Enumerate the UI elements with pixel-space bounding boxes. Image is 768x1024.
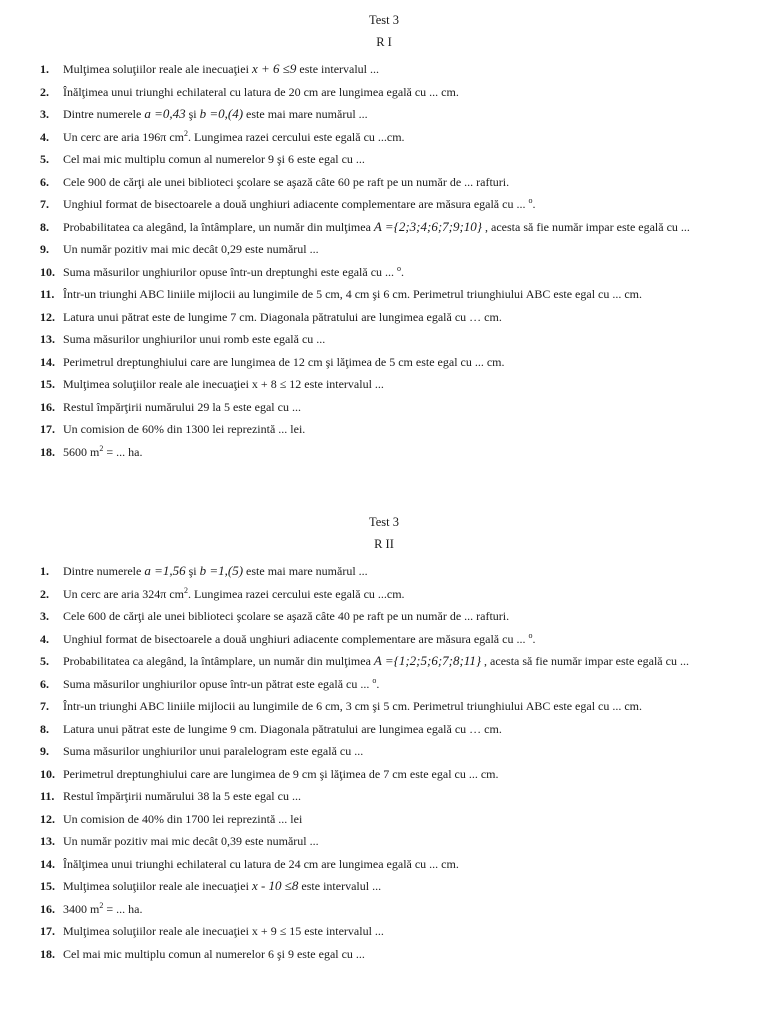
question-text (63, 560, 368, 583)
text-segment: şi (185, 107, 200, 121)
superscript: 2 (184, 128, 188, 138)
question-text (63, 875, 381, 898)
question-number: 1. (40, 564, 49, 578)
text-segment: Dintre numerele (63, 107, 145, 121)
question-text (63, 148, 365, 171)
question-number: 2. (40, 84, 49, 99)
question-item (0, 718, 768, 741)
text-segment: , acesta să fie număr impar este egală cu ... (481, 654, 689, 668)
question-item (0, 695, 768, 718)
question-item (0, 605, 768, 628)
question-number: 12. (40, 309, 55, 324)
text-segment: Latura unui pătrat este de lungime 7 cm. Diagonala pătratului are lungimea egală cu … cm. (63, 309, 502, 324)
question-number: 17. (40, 924, 55, 938)
question-item (0, 148, 768, 171)
question-list (0, 58, 768, 463)
test-section-r1 (0, 9, 768, 463)
text-segment: . Lungimea razei cercului este egală cu ...cm. (188, 129, 405, 144)
question-number: 11. (40, 287, 55, 301)
question-item (0, 396, 768, 419)
text-segment: Cel mai mic multiplu comun al numerelor 6 şi 9 este egal cu ... (63, 946, 365, 961)
question-item (0, 628, 768, 651)
question-item (0, 193, 768, 216)
question-text (63, 943, 365, 966)
question-number: 13. (40, 332, 55, 346)
question-text (63, 351, 505, 374)
text-segment: Mulţimea soluţiilor reale ale inecuaţiei (63, 879, 252, 893)
question-number: 3. (40, 609, 49, 623)
question-number: 13. (40, 834, 55, 848)
text-segment: este intervalul ... (296, 62, 380, 76)
text-segment: este mai mare numărul ... (243, 107, 368, 121)
question-item (0, 216, 768, 239)
question-text (63, 605, 509, 628)
text-segment: Un cerc are aria 196π cm (63, 129, 184, 144)
superscript: 2 (99, 900, 104, 910)
section-subtitle: R II (374, 537, 394, 551)
question-item (0, 283, 768, 306)
text-segment: . (532, 197, 536, 211)
question-text (63, 740, 363, 763)
text-segment: şi (185, 564, 200, 578)
question-text (63, 763, 499, 786)
superscript: o (397, 263, 402, 273)
question-text (63, 216, 690, 239)
question-number: 6. (40, 676, 49, 691)
superscript: o (528, 630, 533, 640)
question-number: 14. (40, 856, 55, 871)
text-segment: , acesta să fie număr impar este egală cu ... (482, 219, 690, 234)
question-number: 10. (40, 264, 55, 279)
question-text (63, 583, 405, 606)
question-number: 16. (40, 901, 55, 916)
text-segment: Perimetrul dreptunghiului care are lungimea de 12 cm şi lăţimea de 5 cm este egal cu ... cm. (63, 354, 505, 369)
text-segment: Suma măsurilor unghiurilor opuse într-un pătrat este egală cu ... (63, 676, 373, 691)
text-segment: Înălţimea unui triunghi echilateral cu latura de 20 cm are lungimea egală cu ... cm. (63, 84, 459, 99)
text-segment: Restul împărţirii numărului 29 la 5 este egal cu ... (63, 399, 301, 414)
question-number: 18. (40, 444, 55, 459)
question-number: 18. (40, 946, 55, 961)
question-text (63, 261, 404, 284)
question-item (0, 898, 768, 921)
question-number: 14. (40, 354, 55, 369)
question-item (0, 418, 768, 441)
question-item (0, 81, 768, 104)
question-text (63, 695, 642, 718)
question-text (63, 650, 689, 673)
text-segment: 3400 m (63, 901, 100, 916)
text-segment: Perimetrul dreptunghiului care are lungimea de 9 cm şi lăţimea de 7 cm este egal cu ... cm. (63, 766, 499, 781)
text-segment: Un comision de 40% din 1700 lei reprezintă ... lei (63, 811, 303, 826)
text-segment: . (532, 631, 536, 646)
question-number: 7. (40, 197, 49, 211)
question-number: 9. (40, 744, 49, 758)
text-segment: Într-un triunghi ABC liniile mijlocii au lungimile de 6 cm, 3 cm şi 5 cm. Perimetrul triunghiului ABC este egal cu ... cm. (63, 699, 643, 713)
text-segment: Suma măsurilor unghiurilor opuse într-un dreptunghi este egală cu ... (63, 264, 398, 279)
text-segment: Cele 900 de cărţi ale unei biblioteci şcolare se aşază câte 60 pe raft pe un număr de ... rafturi. (63, 174, 510, 189)
math-expression: a =0,43 (144, 106, 186, 121)
text-segment: . Lungimea razei cercului este egală cu ...cm. (188, 586, 405, 601)
superscript: o (528, 196, 533, 205)
question-item (0, 875, 768, 898)
question-number: 16. (40, 399, 55, 414)
question-item (0, 328, 768, 351)
question-item (0, 920, 768, 943)
question-item (0, 126, 768, 149)
question-item (0, 853, 768, 876)
text-segment: Un comision de 60% din 1300 lei reprezintă ... lei. (63, 422, 306, 436)
question-item (0, 763, 768, 786)
question-number: 6. (40, 174, 49, 189)
question-number: 1. (40, 62, 49, 76)
question-number: 9. (40, 242, 49, 256)
question-text (63, 126, 405, 149)
question-number: 15. (40, 879, 55, 893)
text-segment: . (376, 676, 380, 691)
question-item (0, 740, 768, 763)
question-text (63, 441, 142, 464)
question-item (0, 650, 768, 673)
question-number: 17. (40, 422, 55, 436)
question-number: 5. (40, 654, 49, 668)
question-text (63, 628, 535, 651)
text-segment: 5600 m (63, 444, 100, 459)
question-number: 8. (40, 219, 49, 234)
question-text (63, 328, 325, 351)
text-segment: Cele 600 de cărţi ale unei biblioteci şcolare se aşază câte 40 pe raft pe un număr de ... rafturi. (63, 609, 510, 623)
question-text (63, 808, 302, 831)
question-number: 15. (40, 377, 55, 391)
question-item (0, 943, 768, 966)
text-segment: Într-un triunghi ABC liniile mijlocii au lungimile de 5 cm, 4 cm şi 6 cm. Perimetrul triunghiului ABC este egal cu ... cm. (63, 287, 643, 301)
superscript: 2 (99, 443, 104, 453)
question-text (63, 373, 384, 396)
question-text (63, 283, 642, 306)
question-text (63, 58, 379, 81)
question-item (0, 673, 768, 696)
question-text (63, 920, 384, 943)
question-text (63, 306, 502, 329)
superscript: 2 (184, 585, 188, 595)
text-segment: = ... ha. (103, 444, 143, 459)
text-segment: este mai mare numărul ... (243, 564, 368, 578)
question-item (0, 58, 768, 81)
text-segment: Unghiul format de bisectoarele a două unghiuri adiacente complementare are măsura egală cu ... (63, 631, 529, 646)
question-text (63, 81, 459, 104)
question-item (0, 238, 768, 261)
question-item (0, 373, 768, 396)
question-item (0, 785, 768, 808)
question-text (63, 718, 502, 741)
question-number: 7. (40, 699, 49, 713)
text-segment: . (401, 264, 405, 279)
section-subtitle: R I (376, 35, 392, 49)
text-segment: Un număr pozitiv mai mic decât 0,29 este numărul ... (63, 242, 319, 256)
question-text (63, 853, 459, 876)
text-segment: Probabilitatea ca alegând, la întâmplare, un număr din mulţimea (63, 654, 374, 668)
text-segment: Mulţimea soluţiilor reale ale inecuaţiei x + 8 ≤ 12 este intervalul ... (63, 377, 384, 391)
question-number: 8. (40, 721, 49, 736)
question-item (0, 306, 768, 329)
question-number: 12. (40, 811, 55, 826)
text-segment: = ... ha. (103, 901, 143, 916)
question-number: 3. (40, 107, 49, 121)
math-expression: A ={2;3;4;6;7;9;10} (373, 218, 483, 234)
text-segment: Cel mai mic multiplu comun al numerelor 9 şi 6 este egal cu ... (63, 152, 365, 166)
section-title: Test 3 (368, 13, 400, 27)
question-item (0, 441, 768, 464)
question-text (63, 193, 535, 216)
question-item (0, 583, 768, 606)
test-section-r2 (0, 511, 768, 965)
question-number: 11. (40, 789, 55, 803)
question-text (63, 238, 319, 261)
text-segment: Unghiul format de bisectoarele a două unghiuri adiacente complementare are măsura egală cu ... (63, 197, 529, 211)
question-item (0, 171, 768, 194)
question-text (63, 103, 368, 126)
question-text (63, 171, 509, 194)
question-text (63, 898, 142, 921)
text-segment: Latura unui pătrat este de lungime 9 cm. Diagonala pătratului are lungimea egală cu … cm. (63, 721, 502, 736)
question-number: 5. (40, 152, 49, 166)
math-expression: a =1,56 (144, 563, 186, 578)
superscript: o (372, 675, 377, 685)
text-segment: Restul împărţirii numărului 38 la 5 este egal cu ... (63, 789, 301, 803)
question-item (0, 351, 768, 374)
question-text (63, 418, 305, 441)
math-expression: A ={1;2;5;6;7;8;11} (373, 653, 482, 668)
question-list (0, 560, 768, 965)
text-segment: Un cerc are aria 324π cm (63, 586, 184, 601)
question-item (0, 808, 768, 831)
text-segment: Dintre numerele (63, 564, 145, 578)
text-segment: Un număr pozitiv mai mic decât 0,39 este numărul ... (63, 834, 319, 848)
text-segment: Mulţimea soluţiilor reale ale inecuaţiei x + 9 ≤ 15 este intervalul ... (63, 924, 384, 938)
question-item (0, 261, 768, 284)
math-expression: b =1,(5) (199, 563, 244, 578)
math-expression: b =0,(4) (199, 106, 244, 121)
question-text (63, 785, 301, 808)
text-segment: Suma măsurilor unghiurilor unui paralelogram este egală cu ... (63, 744, 364, 758)
section-title: Test 3 (368, 515, 400, 529)
math-expression: x + 6 ≤9 (251, 61, 297, 76)
text-segment: Probabilitatea ca alegând, la întâmplare, un număr din mulţimea (63, 219, 374, 234)
question-number: 4. (40, 129, 49, 144)
text-segment: este intervalul ... (298, 879, 382, 893)
question-number: 10. (40, 766, 55, 781)
question-item (0, 560, 768, 583)
question-text (63, 673, 379, 696)
text-segment: Înălţimea unui triunghi echilateral cu latura de 24 cm are lungimea egală cu ... cm. (63, 856, 459, 871)
question-item (0, 830, 768, 853)
question-number: 2. (40, 586, 49, 601)
text-segment: Mulţimea soluţiilor reale ale inecuaţiei (63, 62, 252, 76)
question-item (0, 103, 768, 126)
math-expression: x - 10 ≤8 (251, 878, 299, 893)
text-segment: Suma măsurilor unghiurilor unui romb este egală cu ... (63, 332, 326, 346)
question-text (63, 396, 301, 419)
question-text (63, 830, 319, 853)
question-number: 4. (40, 631, 49, 646)
